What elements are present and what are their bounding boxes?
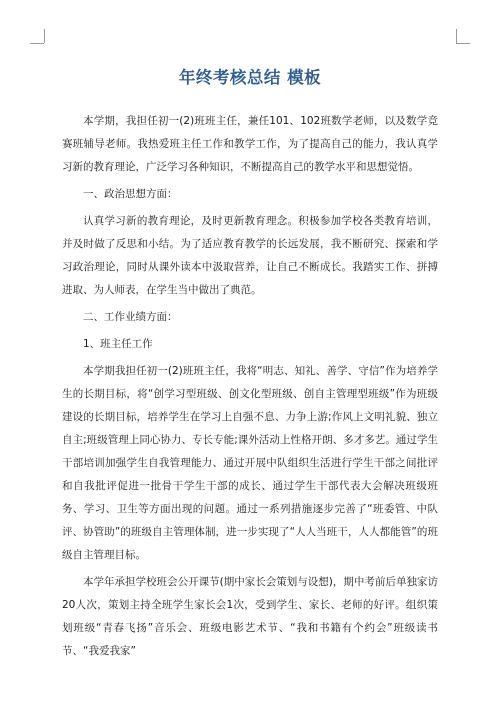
paragraph-class-teacher: 本学期我担任初一(2)班班主任，我将“明志、知礼、善学、守信”作为培养学生的长期目标，将“创学习型班级、创文化型班级、创自主管理型班级”作为班级建设的长期目标，培养学生在学习上自强不息、力争上游;作风上文明礼貌、独立自主;班级管理上同心协力、专长专能;课外活动上性格开朗、多才多艺。通过学生干部培训加强学生自我管理能力、通过开展中队组织生活进行学生干部之间批评和自我批评促进一批骨干学生干部的成长、通过学生干部代表大会解决班级班务、学习、卫生等方面出现的问题。通过一系列措施逐步完善了“班委管、中队评、协管助”的班级自主管理体制，进一步实现了“人人当班干，人人都能管”的班级自主管理目标。	[62, 365, 438, 561]
paragraph-intro: 本学期，我担任初一(2)班班主任，兼任101、102班数学老师，以及数学竞赛班辅导老师。我热爱班主任工作和教学工作，为了提高自己的能力，我认真学习新的教育理论，广泛学习各种知识，不断提高自己的教学水平和思想觉悟。	[62, 115, 438, 173]
paragraph-open-class: 本学年承担学校班会公开课节(期中家长会策划与设想)，期中考前后单独家访20人次，策划主持全班学生家长会1次，受到学生、家长、老师的好评。组织策划班级“青春飞扬”音乐会、班级电影艺术节、“我和书籍有个约会”班级读书节、“我爱我家”	[62, 576, 438, 657]
crop-mark-top-left-v	[44, 29, 45, 43]
section-heading-politics: 一、政治思想方面：	[83, 188, 178, 200]
document-title: 年终考核总结 模板	[178, 68, 322, 87]
crop-mark-top-right-v	[456, 29, 457, 43]
section-heading-achievements: 二、工作业绩方面：	[83, 311, 178, 323]
document-body	[62, 110, 438, 667]
crop-mark-top-right-h	[456, 43, 470, 44]
paragraph-politics: 认真学习新的教育理论，及时更新教育理念。积极参加学校各类教育培训，并及时做了反思和小结。为了适应教育教学的长远发展，我不断研究、探索和学习政治理论，同时从课外读本中汲取营养，让自己不断成长。我踏实工作、拼搏进取、为人师表，在学生当中做出了典范。	[62, 215, 438, 296]
crop-mark-top-left-h	[30, 43, 44, 44]
subsection-heading-class-teacher: 1、班主任工作	[83, 338, 153, 350]
